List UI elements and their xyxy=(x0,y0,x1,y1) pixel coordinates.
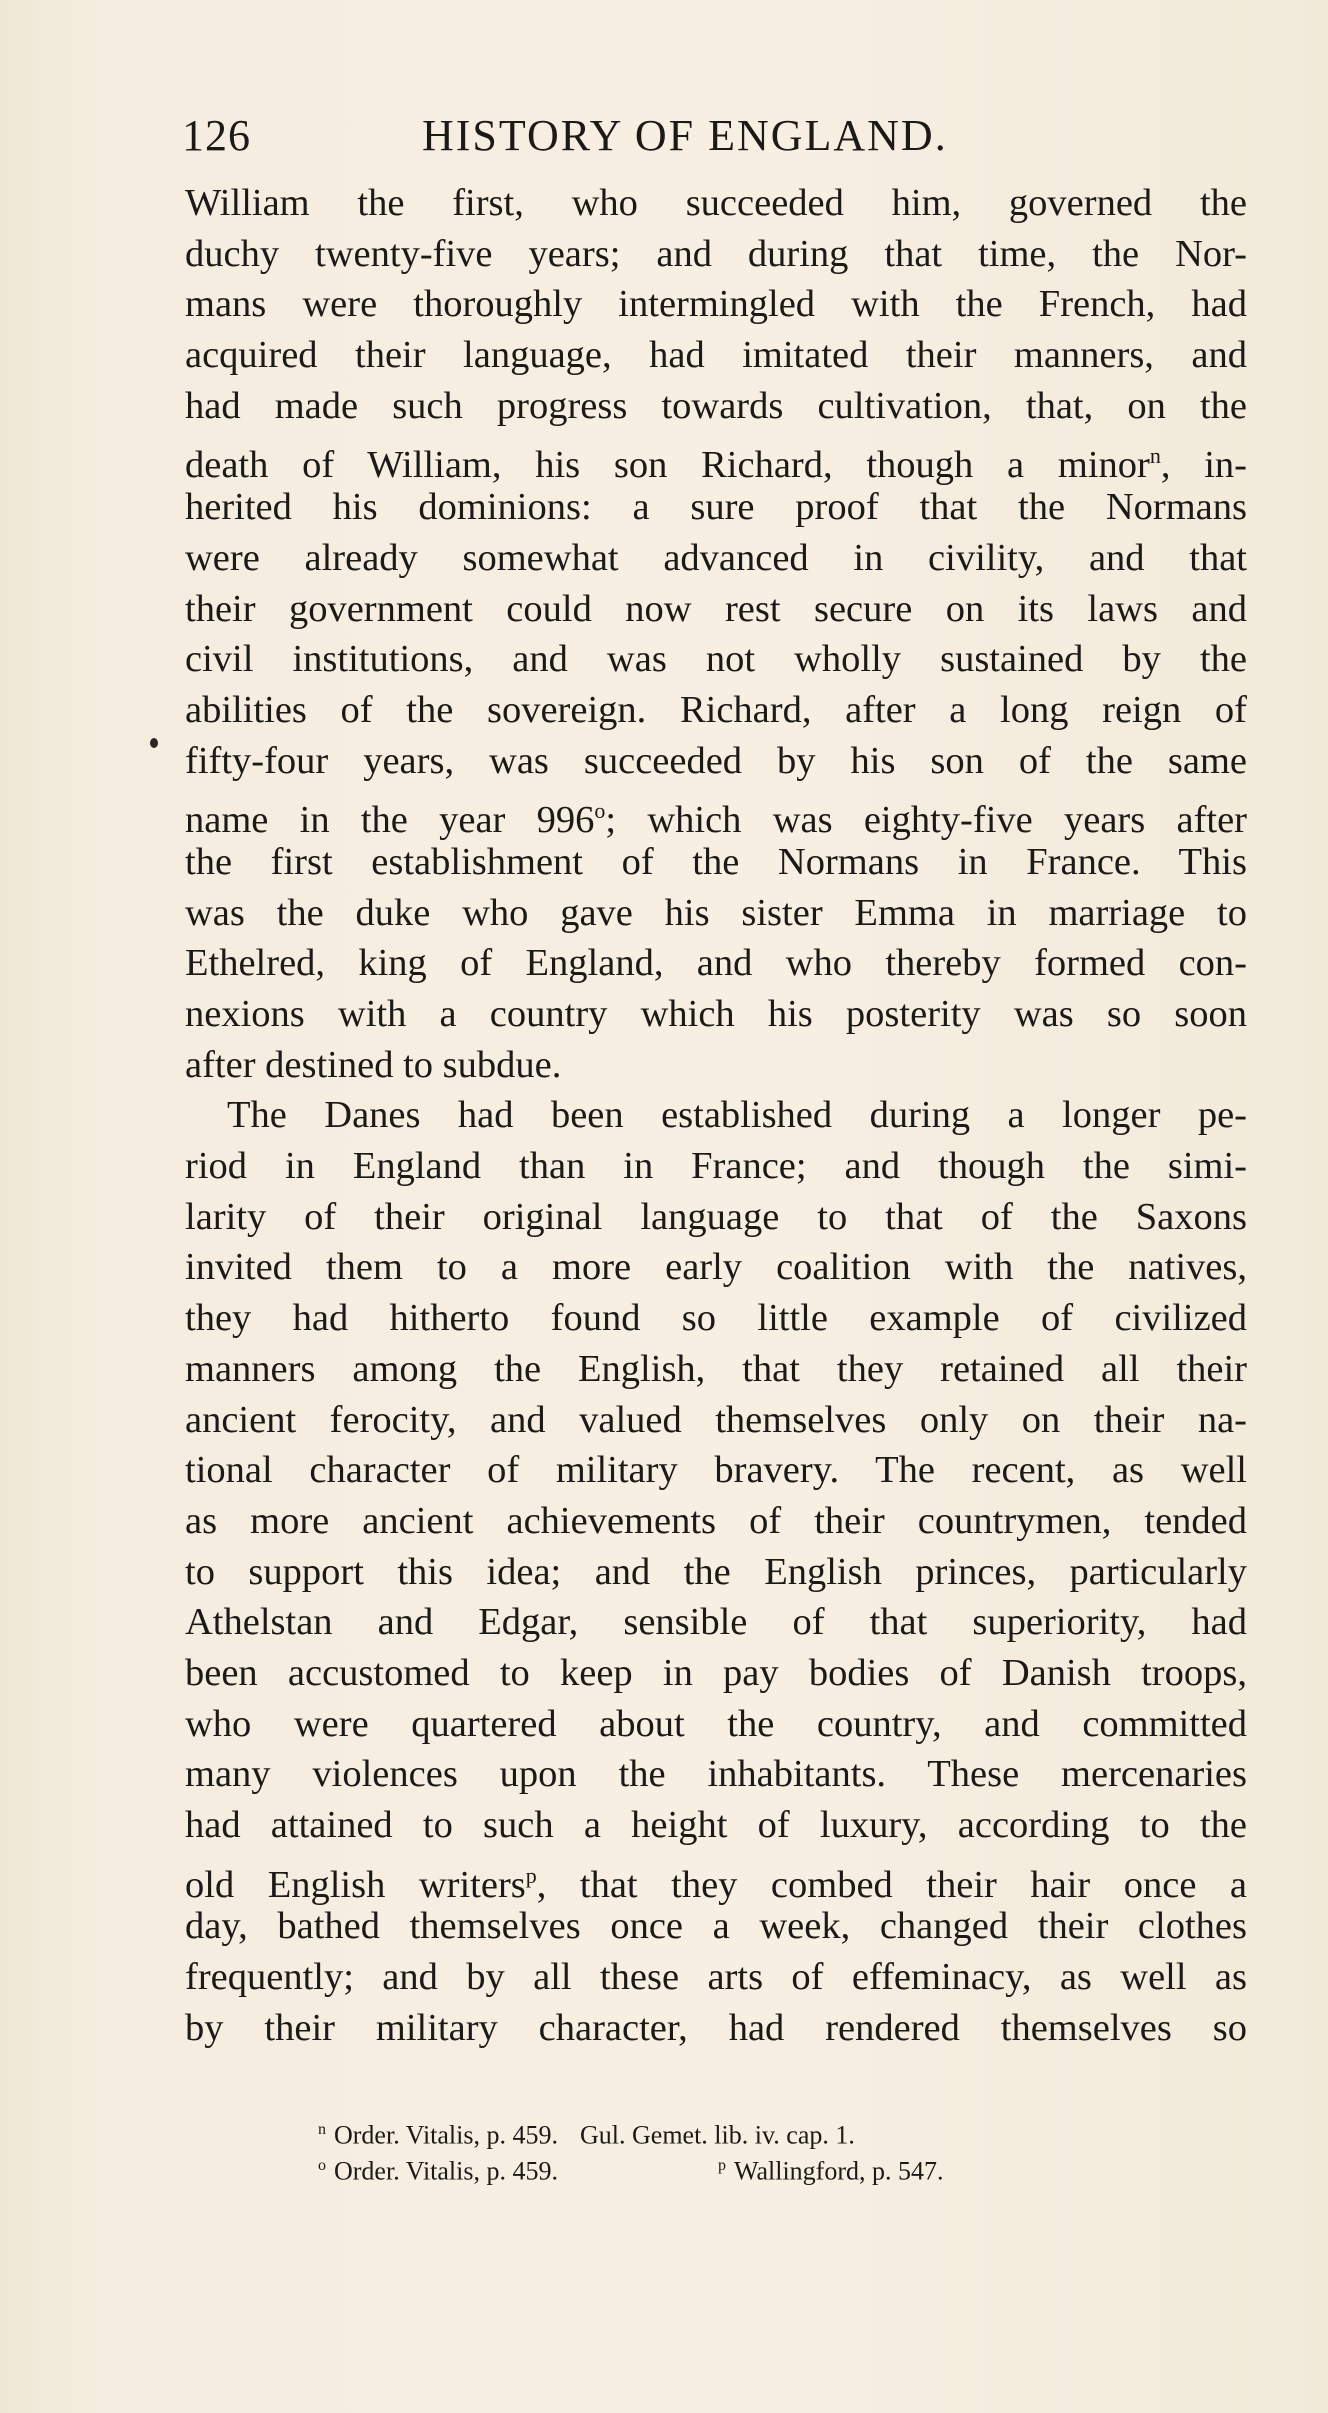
text-line: The Danes had been established during a longer pe- xyxy=(227,1094,1247,1137)
running-title: HISTORY OF ENGLAND. xyxy=(422,111,948,160)
text-line: invited them to a more early coalition with the natives, xyxy=(185,1246,1247,1289)
text-line: had made such progress towards cultivation, that, on the xyxy=(185,384,1247,427)
text-line: larity of their original language to that of the Saxons xyxy=(185,1195,1247,1238)
text-line: ancient ferocity, and valued themselves only on their na- xyxy=(185,1398,1247,1441)
text-line: were already somewhat advanced in civility, and that xyxy=(185,536,1247,579)
footnote-ref-n: n xyxy=(1149,443,1161,469)
text-fragment: , in- xyxy=(1160,444,1247,487)
page-number: 126 xyxy=(182,111,251,160)
footnote-ref-o: o xyxy=(594,798,606,824)
text-line: manners among the English, that they retained all their xyxy=(185,1347,1247,1390)
footnote-text: Wallingford, p. 547. xyxy=(734,2156,944,2186)
running-head xyxy=(182,110,1262,170)
text-line: civil institutions, and was not wholly sustained by the xyxy=(185,638,1247,681)
text-line: Athelstan and Edgar, sensible of that superiority, had xyxy=(185,1601,1247,1644)
text-line: herited his dominions: a sure proof that the Normans xyxy=(185,486,1247,529)
footnotes xyxy=(318,2112,1178,2184)
text-line: was the duke who gave his sister Emma in marriage to xyxy=(185,891,1247,934)
footnote-text: Order. Vitalis, p. 459. xyxy=(334,2120,558,2150)
text-line: nexions with a country which his posterity was so soon xyxy=(185,993,1247,1035)
footnote-text: Gul. Gemet. lib. iv. cap. 1. xyxy=(580,2120,855,2150)
text-line: day, bathed themselves once a week, changed their clothes xyxy=(185,1905,1247,1948)
text-line: acquired their language, had imitated their manners, and xyxy=(185,334,1247,377)
text-line: frequently; and by all these arts of effeminacy, as well as xyxy=(185,1956,1247,1999)
footnote-o-p xyxy=(318,2148,1178,2184)
text-line: they had hitherto found so little example of civilized xyxy=(185,1297,1247,1340)
text-line: to support this idea; and the English princes, particularly xyxy=(185,1550,1247,1593)
text-line: riod in England than in France; and though the simi- xyxy=(185,1145,1247,1188)
footnote-marker: o xyxy=(318,2157,326,2174)
text-line: William the first, who succeeded him, governed the xyxy=(185,182,1247,224)
text-line: fifty-four years, was succeeded by his son of the same xyxy=(185,739,1247,782)
text-fragment: death of William, his son Richard, though a minor xyxy=(185,444,1150,487)
footnote-marker: n xyxy=(318,2121,326,2138)
text-line: by their military character, had rendered themselves so xyxy=(185,2006,1247,2049)
text-fragment: old English writers xyxy=(185,1863,526,1906)
body-text xyxy=(185,178,1247,2053)
text-line: as more ancient achievements of their countrymen, tended xyxy=(185,1499,1247,1542)
text-fragment: name in the year 996 xyxy=(185,799,595,842)
text-line xyxy=(185,1851,1247,1906)
text-line: tional character of military bravery. The recent, as well xyxy=(185,1449,1247,1492)
text-line: Ethelred, king of England, and who thereby formed con- xyxy=(185,942,1247,985)
text-line: who were quartered about the country, and committed xyxy=(185,1702,1247,1745)
text-line: duchy twenty-five years; and during that time, the Nor- xyxy=(185,232,1247,275)
footnote-text: Order. Vitalis, p. 459. xyxy=(334,2156,558,2186)
text-line xyxy=(185,431,1247,487)
text-line: their government could now rest secure on its laws and xyxy=(185,587,1247,630)
footnote-ref-p: p xyxy=(525,1862,537,1888)
text-fragment: ; which was eighty-five years after xyxy=(605,799,1247,842)
text-line: had attained to such a height of luxury, according to the xyxy=(185,1804,1247,1846)
footnote-n xyxy=(318,2112,1178,2148)
text-line: many violences upon the inhabitants. These mercenaries xyxy=(185,1753,1247,1796)
text-line: the first establishment of the Normans in France. This xyxy=(185,840,1247,883)
text-line: abilities of the sovereign. Richard, after a long reign of xyxy=(185,688,1247,731)
text-line: mans were thoroughly intermingled with the French, had xyxy=(185,283,1247,326)
footnote-marker: p xyxy=(718,2157,726,2174)
text-line: been accustomed to keep in pay bodies of Danish troops, xyxy=(185,1651,1247,1694)
text-fragment: , that they combed their hair once a xyxy=(536,1863,1247,1906)
text-line: after destined to subdue. xyxy=(185,1043,562,1086)
text-line xyxy=(185,786,1247,842)
margin-ink-dot xyxy=(150,738,158,748)
